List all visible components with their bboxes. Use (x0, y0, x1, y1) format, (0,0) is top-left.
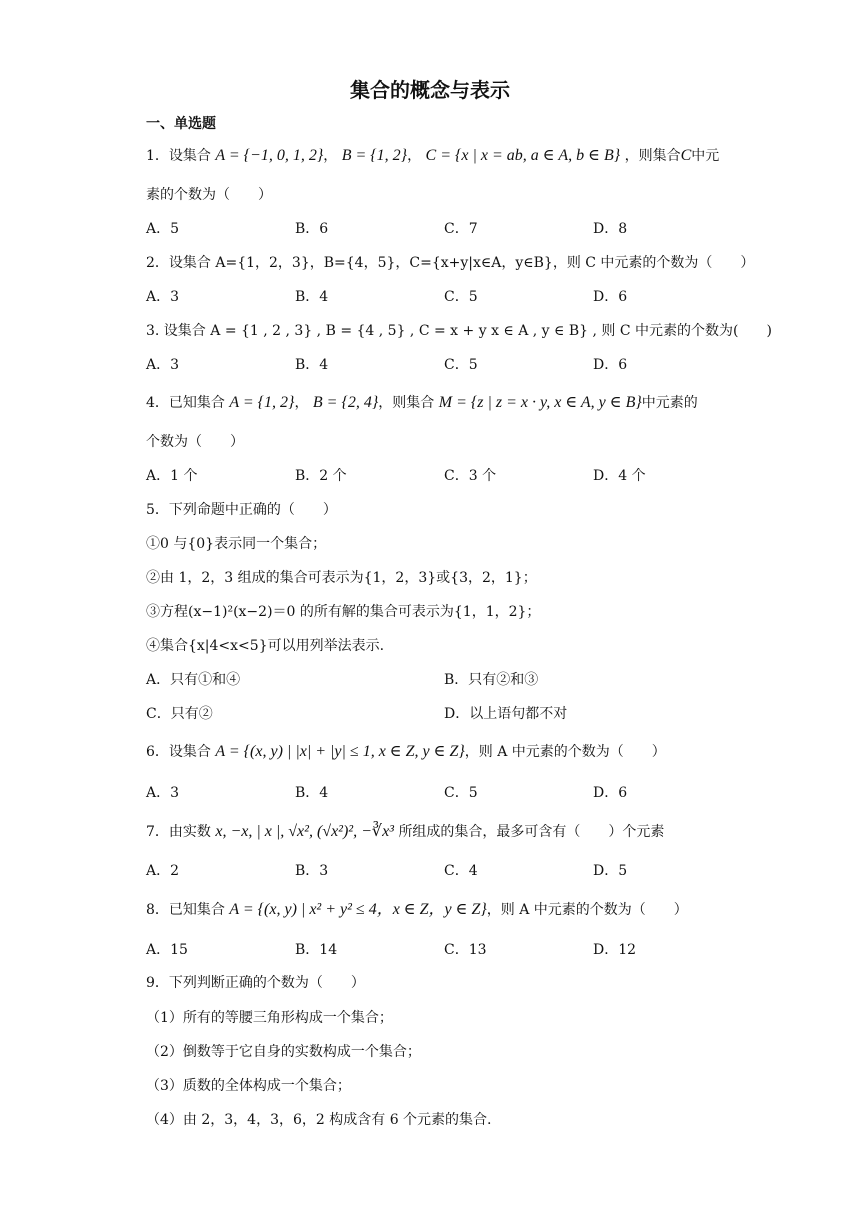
q9-statement-2: （2）倒数等于它自身的实数构成一个集合； (146, 1044, 421, 1060)
q5-statement-3: ③方程(x−1)²(x−2)＝0 的所有解的集合可表示为{1，1，2}； (146, 604, 541, 620)
q4-set-m: M = {z | z = x · y, x ∈ A, y ∈ B} (438, 394, 642, 411)
q6-option-b[interactable]: B．4 (295, 785, 329, 801)
q8-tail: ，则 A 中元素的个数为（ ） (486, 902, 688, 918)
q6-option-a[interactable]: A．3 (146, 785, 180, 801)
q1-tail2: 中元 (691, 148, 720, 164)
q6-option-c[interactable]: C．5 (444, 785, 478, 801)
q3-option-b[interactable]: B．4 (295, 357, 329, 373)
q4-set-a: A = {1, 2} (229, 394, 295, 411)
q6-set-a: A = {(x, y) | |x| + |y| ≤ 1, x ∈ Z, y ∈ Z} (215, 743, 465, 760)
q4-option-c[interactable]: C．3 个 (444, 468, 497, 484)
q1-set-a: A = {−1, 0, 1, 2} (215, 147, 324, 164)
q4-set-b: B = {2, 4} (312, 394, 379, 411)
q3-option-c[interactable]: C．5 (444, 357, 478, 373)
page-title: 集合的概念与表示 (350, 78, 510, 102)
q4-option-b[interactable]: B．2 个 (295, 468, 347, 484)
q5-option-c[interactable]: C．只有② (146, 706, 213, 722)
section-heading: 一、单选题 (146, 116, 216, 132)
q3-option-d[interactable]: D．6 (593, 357, 628, 373)
q6-option-d[interactable]: D．6 (593, 785, 628, 801)
q4-tail: 中元素的 (641, 395, 698, 411)
question-9: 9．下列判断正确的个数为（ ） (146, 975, 365, 991)
q2-option-d[interactable]: D．6 (593, 289, 628, 305)
question-5: 5．下列命题中正确的（ ） (146, 502, 337, 518)
q8-option-d[interactable]: D．12 (593, 942, 637, 958)
q5-option-d[interactable]: D．以上语句都不对 (444, 706, 568, 722)
q5-statement-4: ④集合{x|4<x<5}可以用列举法表示. (146, 638, 385, 654)
question-7 (146, 822, 664, 842)
q7-option-b[interactable]: B．3 (295, 863, 329, 879)
q1-tail: ，则集合 (624, 148, 681, 164)
q4-mid: ，则集合 (378, 395, 435, 411)
q7-option-c[interactable]: C．4 (444, 863, 478, 879)
q1-continuation: 素的个数为（ ） (146, 187, 272, 203)
q8-set-a: A = {(x, y) | x² + y² ≤ 4，x ∈ Z，y ∈ Z} (229, 901, 487, 918)
q4-option-d[interactable]: D．4 个 (593, 468, 646, 484)
q2-option-a[interactable]: A．3 (146, 289, 180, 305)
q5-statement-2: ②由 1，2，3 组成的集合可表示为{1，2，3}或{3，2，1}； (146, 570, 537, 586)
question-3: 3. 设集合 A = {1 , 2 , 3} , B = {4 , 5} , C = x + y x ∈ A , y ∈ B} , 则 C 中元素的个数为( ) (146, 323, 772, 339)
q1-option-d[interactable]: D．8 (593, 221, 628, 237)
q3-option-a[interactable]: A．3 (146, 357, 180, 373)
q8-option-b[interactable]: B．14 (295, 942, 338, 958)
question-6 (146, 742, 666, 762)
question-4: 4．已知集合 A = {1, 2}， B = {2, 4}，则集合 M = {z | z = x · y, x ∈ A, y ∈ B}中元素的 (146, 394, 698, 411)
q7-option-d[interactable]: D．5 (593, 863, 628, 879)
q9-statement-4: （4）由 2，3，4，3，6，2 构成含有 6 个元素的集合. (146, 1112, 492, 1128)
q8-number: 8．已知集合 (146, 902, 225, 918)
q4-number: 4．已知集合 (146, 395, 225, 411)
q6-tail: ，则 A 中元素的个数为（ ） (464, 744, 666, 760)
q7-expression: x, −x, | x |, √x², (√x²)², −∛x³ (215, 823, 394, 840)
question-2: 2．设集合 A={1，2，3}，B={4，5}，C={x+y|x∈A，y∈B}，则 C 中元素的个数为（ ） (146, 255, 755, 271)
q1-option-a[interactable]: A．5 (146, 221, 180, 237)
q2-option-b[interactable]: B．4 (295, 289, 329, 305)
q1-set-c: C = {x | x = ab, a ∈ A, b ∈ B} (425, 147, 621, 164)
q5-option-a[interactable]: A．只有①和④ (146, 672, 241, 688)
q1-number: 1．设集合 (146, 148, 211, 164)
q1-option-b[interactable]: B．6 (295, 221, 329, 237)
q7-number: 7．由实数 (146, 824, 211, 840)
question-1: 1．设集合 A = {−1, 0, 1, 2}， B = {1, 2}， C = {x | x = ab, a ∈ A, b ∈ B} ，则集合C中元 (146, 147, 720, 164)
q1-set-b: B = {1, 2} (341, 147, 408, 164)
q7-option-a[interactable]: A．2 (146, 863, 180, 879)
q4-option-a[interactable]: A．1 个 (146, 468, 198, 484)
q7-tail: 所组成的集合，最多可含有（ ）个元素 (398, 824, 665, 840)
question-8 (146, 900, 688, 920)
q9-statement-1: （1）所有的等腰三角形构成一个集合； (146, 1010, 393, 1026)
q5-statement-1: ①0 与{0}表示同一个集合； (146, 536, 327, 552)
q1-option-c[interactable]: C．7 (444, 221, 478, 237)
q5-option-b[interactable]: B．只有②和③ (444, 672, 539, 688)
q9-statement-3: （3）质数的全体构成一个集合； (146, 1078, 351, 1094)
q6-number: 6．设集合 (146, 744, 211, 760)
q8-option-a[interactable]: A．15 (146, 942, 188, 958)
q8-option-c[interactable]: C．13 (444, 942, 487, 958)
q4-continuation: 个数为（ ） (146, 434, 244, 450)
q2-option-c[interactable]: C．5 (444, 289, 478, 305)
